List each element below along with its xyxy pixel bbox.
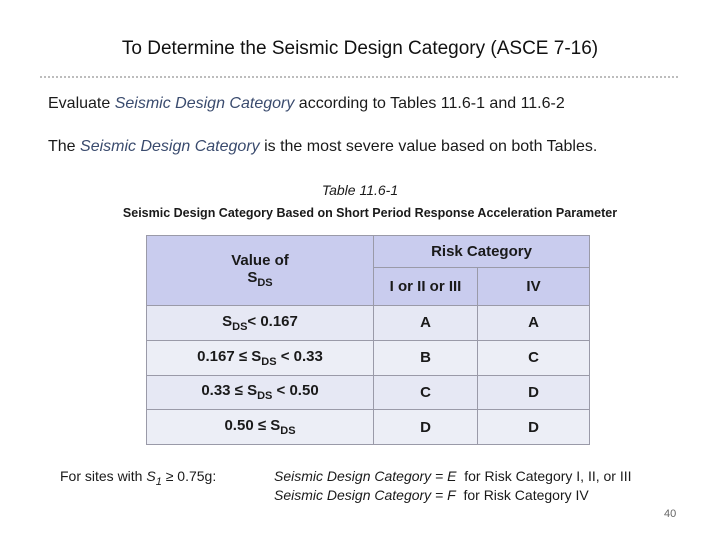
value-header-var: $S_{DS}$ — [247, 269, 273, 289]
sds-range-cell: $0.167 \le S_{DS} < 0.33$ — [147, 340, 374, 375]
risk-category-header: Risk Category — [374, 236, 590, 268]
category-cell: C — [374, 375, 478, 410]
instruction-2-prefix: The — [48, 138, 81, 155]
note-2-text: for Risk Category IV — [455, 487, 589, 503]
category-cell: D — [374, 410, 478, 445]
category-cell: A — [478, 306, 590, 341]
category-cell: D — [478, 410, 590, 445]
sds-range-cell: $S_{DS}< 0.167$ — [147, 306, 374, 341]
value-header-line1: Value of — [231, 252, 289, 269]
instruction-1-prefix: Evaluate — [48, 95, 115, 112]
slide-title: To Determine the Seismic Design Category (ASCE 7-16) — [121, 38, 599, 59]
category-cell: A — [374, 306, 478, 341]
table-subtitle: Seismic Design Category Based on Short Period Response Acceleration Parameter — [122, 206, 618, 220]
note-1-text: for Risk Category I, II, or III — [456, 468, 632, 484]
risk-col-1-header: I or II or III — [374, 268, 478, 306]
table-row — [147, 375, 590, 410]
note-2-term: Seismic Design Category = F — [274, 487, 456, 503]
table-caption: Table 11.6-1 — [321, 182, 399, 198]
instruction-1-suffix: according to Tables 11.6-1 and 11.6-2 — [294, 95, 565, 112]
footnote-note-2 — [274, 487, 589, 503]
instruction-2-suffix: is the most severe value based on both Tables. — [259, 138, 598, 155]
table-row — [147, 306, 590, 341]
category-cell: D — [478, 375, 590, 410]
instruction-line-1 — [48, 95, 565, 113]
footnote-note-1 — [274, 468, 632, 484]
category-cell: B — [374, 340, 478, 375]
note-1-term: Seismic Design Category = E — [274, 468, 457, 484]
risk-col-2-header: IV — [478, 268, 590, 306]
title-divider — [40, 76, 678, 78]
table-row — [147, 340, 590, 375]
instruction-1-term: Seismic Design Category — [114, 95, 295, 112]
page-number: 40 — [664, 508, 677, 520]
instruction-line-2 — [48, 138, 597, 156]
instruction-2-term: Seismic Design Category — [80, 138, 260, 155]
sds-range-cell: $0.33 \le S_{DS} < 0.50$ — [147, 375, 374, 410]
sds-range-cell: $0.50 \le S_{DS}$ — [147, 410, 374, 445]
value-of-sds-header — [147, 236, 374, 306]
table-row — [147, 410, 590, 445]
footnote-label: For sites with $S_1 \ge 0.75g$: — [60, 468, 217, 488]
seismic-design-category-table — [146, 235, 590, 445]
category-cell: C — [478, 340, 590, 375]
